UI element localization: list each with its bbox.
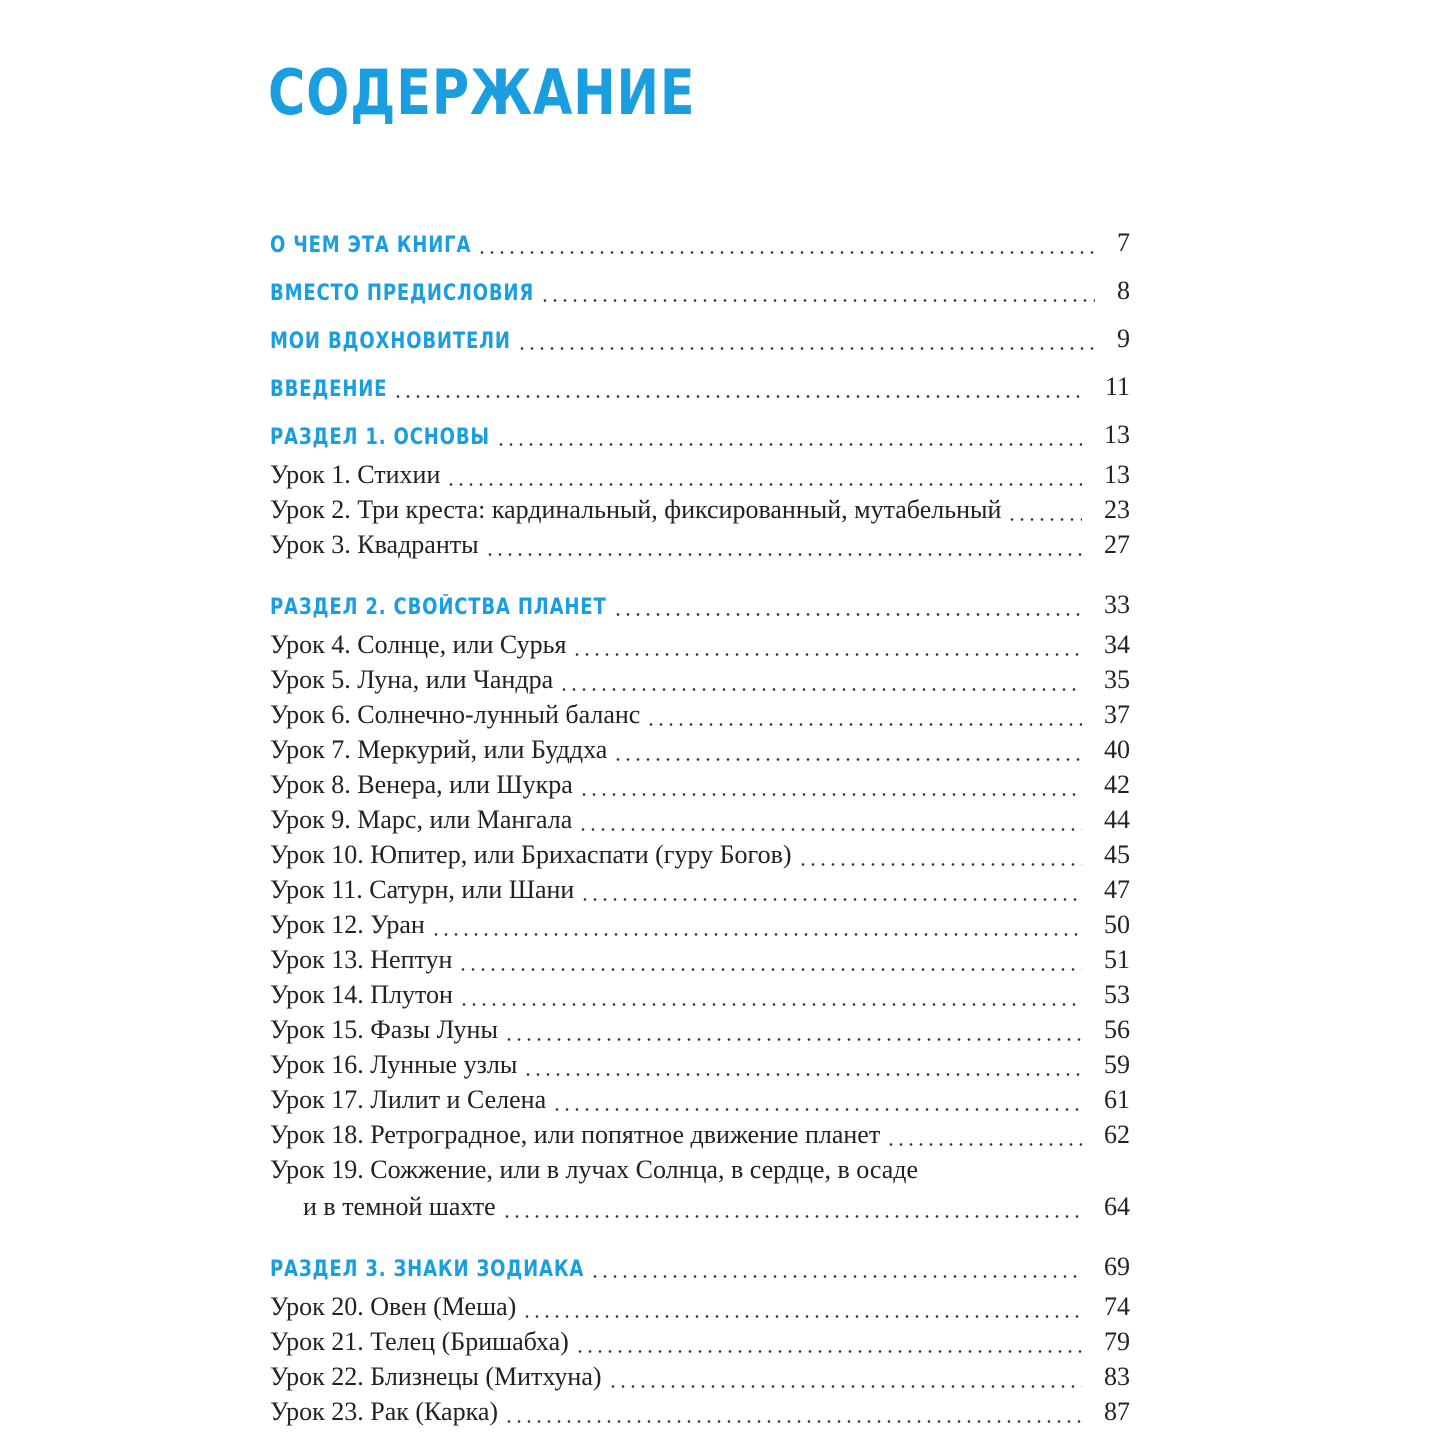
toc-page-number: 64: [1104, 1192, 1130, 1221]
toc-entry-label: Урок 23. Рак (Карка): [270, 1397, 499, 1426]
toc-page-number: 27: [1104, 530, 1130, 559]
toc-page-number: 40: [1104, 735, 1130, 764]
toc-lesson-entry: [270, 1391, 1130, 1431]
toc-dot-leader: [477, 251, 1095, 254]
toc-lesson-entry: [270, 1321, 1130, 1361]
toc-page-number: 44: [1104, 805, 1130, 834]
toc-entry-label: ВВЕДЕНИЕ: [270, 377, 388, 402]
toc-lesson-entry: [270, 799, 1130, 839]
toc-entry-label: Урок 2. Три креста: кардинальный, фиксированный, мутабельный: [270, 495, 1002, 524]
toc-dot-leader: [393, 395, 1083, 398]
toc-section-entry: [270, 222, 1130, 262]
toc-lesson-entry: [270, 834, 1130, 874]
toc-lesson-entry: [270, 489, 1130, 529]
toc-dot-leader: [458, 968, 1082, 971]
toc-page-number: 9: [1117, 324, 1130, 353]
toc-page-number: 51: [1104, 945, 1130, 974]
toc-entry-label: Урок 10. Юпитер, или Брихаспати (гуру Богов): [270, 840, 792, 869]
toc-page-number: 11: [1104, 372, 1130, 401]
toc-entry-label: Урок 3. Квадранты: [270, 530, 479, 559]
toc-page-number: 83: [1104, 1362, 1130, 1391]
toc-entry-label: Урок 14. Плутон: [270, 980, 453, 1009]
toc-entry-label: Урок 13. Нептун: [270, 945, 453, 974]
toc-entry-label: Урок 9. Марс, или Мангала: [270, 805, 573, 834]
toc-page-number: 56: [1104, 1015, 1130, 1044]
toc-lesson-entry: [270, 1186, 1130, 1226]
toc-dot-leader: [646, 723, 1082, 726]
toc-lesson-entry: [270, 1079, 1130, 1119]
toc-lesson-entry: [270, 694, 1130, 734]
toc-entry-label: МОИ ВДОХНОВИТЕЛИ: [270, 329, 511, 354]
toc-entry-label: Урок 7. Меркурий, или Буддха: [270, 735, 608, 764]
toc-section-entry: [270, 270, 1130, 310]
toc-section-entry: [270, 366, 1130, 406]
toc-dot-leader: [1007, 518, 1082, 521]
toc-dot-leader: [798, 863, 1082, 866]
toc-dot-leader: [578, 828, 1082, 831]
toc-page-number: 62: [1104, 1120, 1130, 1149]
toc-entry-label: Урок 20. Овен (Меша): [270, 1292, 517, 1321]
toc-entry-label: Урок 16. Лунные узлы: [270, 1050, 518, 1079]
toc-page-number: 33: [1104, 590, 1130, 619]
toc-page-number: 47: [1104, 875, 1130, 904]
toc-page-number: 37: [1104, 700, 1130, 729]
toc-page-number: 69: [1104, 1252, 1130, 1281]
toc-dot-leader: [523, 1073, 1082, 1076]
toc-dot-leader: [608, 1385, 1082, 1388]
toc-section-entry: [270, 584, 1130, 624]
toc-dot-leader: [540, 299, 1095, 302]
toc-entry-label: Урок 19. Сожжение, или в лучах Солнца, в сердце, в осаде: [270, 1155, 919, 1184]
toc-entry-label: РАЗДЕЛ 3. ЗНАКИ ЗОДИАКА: [270, 1257, 585, 1282]
toc-dot-leader: [504, 1038, 1082, 1041]
toc-entry-label: ВМЕСТО ПРЕДИСЛОВИЯ: [270, 281, 535, 306]
toc-dot-leader: [446, 483, 1082, 486]
toc-page-number: 74: [1104, 1292, 1130, 1321]
toc-entry-label: Урок 4. Солнце, или Сурья: [270, 630, 567, 659]
toc-dot-leader: [431, 933, 1082, 936]
toc-page-number: 23: [1104, 495, 1130, 524]
toc-entry-label: Урок 8. Венера, или Шукра: [270, 770, 573, 799]
toc-dot-leader: [580, 898, 1082, 901]
toc-entry-label: Урок 6. Солнечно-лунный баланс: [270, 700, 641, 729]
toc-page-number: 87: [1104, 1397, 1130, 1426]
toc-lesson-entry: [270, 1114, 1130, 1154]
toc-entry-label: Урок 18. Ретроградное, или попятное движение планет: [270, 1120, 881, 1149]
toc-lesson-entry: [270, 524, 1130, 564]
toc-lesson-entry: [270, 659, 1130, 699]
toc-dot-leader: [517, 347, 1095, 350]
toc-page-number: 50: [1104, 910, 1130, 939]
toc-dot-leader: [579, 793, 1082, 796]
toc-dot-leader: [575, 1350, 1082, 1353]
page-title: СОДЕРЖАНИЕ: [268, 56, 696, 129]
toc-lesson-entry: [270, 904, 1130, 944]
toc-entry-label: Урок 17. Лилит и Селена: [270, 1085, 547, 1114]
toc-entry-label: Урок 22. Близнецы (Митхуна): [270, 1362, 602, 1391]
toc-entry-label: Урок 12. Уран: [270, 910, 425, 939]
toc-page-number: 35: [1104, 665, 1130, 694]
toc-lesson-entry: [270, 1356, 1130, 1396]
toc-dot-leader: [502, 1215, 1082, 1218]
toc-entry-label: О ЧЕМ ЭТА КНИГА: [270, 233, 472, 258]
toc-entry-label: РАЗДЕЛ 1. ОСНОВЫ: [270, 425, 490, 450]
toc-lesson-entry: [270, 624, 1130, 664]
toc-lesson-entry: [270, 454, 1130, 494]
toc-lesson-entry: [270, 729, 1130, 769]
toc-dot-leader: [485, 553, 1082, 556]
toc-dot-leader: [496, 443, 1082, 446]
toc-lesson-entry: [270, 1286, 1130, 1326]
toc-lesson-entry: [270, 939, 1130, 979]
toc-lesson-entry: [270, 1009, 1130, 1049]
toc-dot-leader: [522, 1315, 1082, 1318]
toc-section-entry: [270, 414, 1130, 454]
toc-entry-label: Урок 5. Луна, или Чандра: [270, 665, 554, 694]
toc-entry-label: Урок 11. Сатурн, или Шани: [270, 875, 575, 904]
toc-page-number: 61: [1104, 1085, 1130, 1114]
toc-dot-leader: [572, 653, 1082, 656]
toc-page-number: 42: [1104, 770, 1130, 799]
toc-dot-leader: [613, 613, 1082, 616]
toc-dot-leader: [613, 758, 1082, 761]
toc-entry-label: Урок 1. Стихии: [270, 460, 441, 489]
toc-section-entry: [270, 1246, 1130, 1286]
toc-page-number: 79: [1104, 1327, 1130, 1356]
toc-lesson-entry: [270, 974, 1130, 1014]
toc-dot-leader: [504, 1420, 1082, 1423]
toc-page-number: 53: [1104, 980, 1130, 1009]
toc-entry-label: и в темной шахте: [303, 1192, 496, 1221]
toc-dot-leader: [559, 688, 1082, 691]
toc-page-number: 59: [1104, 1050, 1130, 1079]
toc-entry-label: Урок 21. Телец (Бришабха): [270, 1327, 569, 1356]
toc-entry-label: Урок 15. Фазы Луны: [270, 1015, 498, 1044]
toc-lesson-entry: [270, 764, 1130, 804]
toc-dot-leader: [590, 1275, 1082, 1278]
toc-page-number: 13: [1104, 420, 1130, 449]
toc-page-number: 13: [1104, 460, 1130, 489]
toc-page-number: 34: [1104, 630, 1130, 659]
toc-lesson-entry: [270, 1044, 1130, 1084]
toc-lesson-entry: [270, 869, 1130, 909]
toc-page-number: 45: [1104, 840, 1130, 869]
toc-dot-leader: [886, 1143, 1082, 1146]
toc-page-number: 7: [1117, 228, 1130, 257]
toc-lesson-entry: [270, 1149, 1130, 1189]
toc-page-number: 8: [1117, 276, 1130, 305]
toc-section-entry: [270, 318, 1130, 358]
toc-dot-leader: [459, 1003, 1082, 1006]
toc-entry-label: РАЗДЕЛ 2. СВОЙСТВА ПЛАНЕТ: [270, 595, 607, 620]
toc-dot-leader: [552, 1108, 1082, 1111]
